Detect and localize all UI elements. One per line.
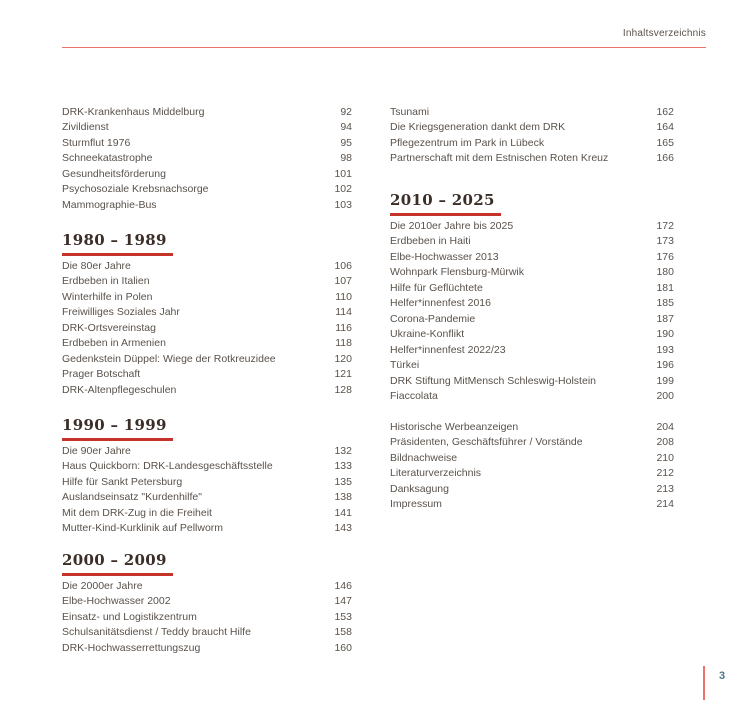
toc-entry-page: 92 (340, 106, 352, 118)
toc-section (62, 231, 352, 398)
toc-entry (390, 281, 674, 296)
section-heading: 2010 – 2025 (390, 191, 501, 216)
toc-entry (390, 296, 674, 311)
toc-entry-page: 128 (334, 383, 352, 396)
toc-list (390, 219, 674, 404)
toc-entry-page: 214 (656, 498, 674, 511)
toc-entry-page: 204 (656, 421, 674, 433)
toc-entry-label: DRK-Krankenhaus Middelburg (62, 106, 205, 118)
toc-section (390, 420, 674, 513)
toc-entry (62, 625, 352, 640)
toc-list (62, 444, 352, 537)
toc-entry-label: Mutter-Kind-Kurklinik auf Pellworm (62, 522, 224, 535)
toc-entry-label: Gedenkstein Düppel: Wiege der Rotkreuzidee (62, 352, 276, 365)
toc-entry-page: 101 (334, 167, 352, 180)
toc-entry-page: 190 (656, 328, 674, 341)
toc-entry-page: 199 (656, 374, 674, 387)
toc-entry (62, 136, 352, 151)
toc-entry-page: 98 (340, 152, 352, 165)
toc-entry-page: 160 (334, 641, 352, 654)
toc-entry-label: Elbe-Hochwasser 2002 (62, 595, 171, 608)
toc-entry-page: 138 (334, 491, 352, 504)
toc-entry (62, 383, 352, 398)
section-heading: 2000 – 2009 (62, 551, 173, 576)
toc-entry-page: 210 (656, 451, 674, 464)
toc-entry-label: Partnerschaft mit dem Estnischen Roten Kreuz (390, 152, 609, 165)
toc-entry (62, 367, 352, 382)
toc-entry (390, 374, 674, 389)
toc-entry-page: 165 (656, 136, 674, 149)
toc-entry-page: 153 (334, 610, 352, 623)
toc-list (390, 105, 674, 167)
toc-entry-label: Elbe-Hochwasser 2013 (390, 250, 499, 263)
toc-entry-label: Türkei (390, 359, 420, 372)
toc-entry (62, 579, 352, 594)
toc-entry-page: 94 (340, 121, 352, 134)
toc-entry-page: 118 (335, 337, 352, 350)
toc-entry (390, 451, 674, 466)
toc-entry (390, 105, 674, 120)
toc-entry (62, 182, 352, 197)
page-number: 3 (718, 670, 726, 682)
toc-entry (62, 105, 352, 120)
toc-entry-page: 141 (334, 506, 352, 519)
toc-entry (390, 136, 674, 151)
toc-entry (62, 321, 352, 336)
toc-entry-label: Präsidenten, Geschäftsführer / Vorstände (390, 436, 583, 449)
toc-entry-page: 176 (656, 250, 674, 263)
toc-entry-page: 185 (656, 297, 674, 310)
toc-entry (62, 198, 352, 213)
header-rule (62, 47, 706, 48)
toc-entry-label: Die Kriegsgeneration dankt dem DRK (390, 121, 566, 134)
toc-entry (62, 305, 352, 320)
toc-entry-page: 143 (334, 522, 352, 535)
toc-entry (62, 521, 352, 536)
toc-entry-label: Tsunami (390, 106, 430, 118)
toc-entry-page: 180 (656, 266, 674, 279)
toc-entry (390, 343, 674, 358)
toc-entry-page: 181 (656, 281, 674, 294)
toc-entry (62, 120, 352, 135)
toc-entry-label: Pflegezentrum im Park in Lübeck (390, 136, 545, 149)
toc-entry-page: 164 (656, 121, 674, 134)
toc-entry (390, 120, 674, 135)
toc-entry (62, 459, 352, 474)
section-heading: 1980 – 1989 (62, 231, 173, 256)
toc-entry-label: Die 90er Jahre (62, 445, 131, 457)
toc-entry (62, 594, 352, 609)
toc-entry (62, 490, 352, 505)
toc-entry-label: Sturmflut 1976 (62, 136, 131, 149)
toc-entry-page: 121 (334, 368, 352, 381)
toc-entry-page: 208 (656, 436, 674, 449)
toc-entry (390, 466, 674, 481)
toc-entry-label: Hilfe für Geflüchtete (390, 281, 483, 294)
toc-entry-page: 212 (656, 467, 674, 480)
toc-entry-label: Wohnpark Flensburg-Mürwik (390, 266, 525, 279)
toc-entry-page: 103 (334, 198, 352, 211)
toc-entry-page: 146 (334, 580, 352, 592)
toc-entry-label: Freiwilliges Soziales Jahr (62, 306, 180, 319)
toc-entry-label: Haus Quickborn: DRK-Landesgeschäftsstelle (62, 460, 273, 473)
toc-entry (62, 336, 352, 351)
toc-entry-page: 106 (334, 260, 352, 272)
toc-entry-page: 132 (334, 445, 352, 457)
toc-entry-label: Erdbeben in Haiti (390, 235, 471, 248)
toc-list (62, 579, 352, 656)
toc-entry-label: Literaturverzeichnis (390, 467, 482, 480)
toc-entry (390, 219, 674, 234)
toc-entry-label: Winterhilfe in Polen (62, 290, 153, 303)
toc-entry (62, 274, 352, 289)
toc-list (62, 259, 352, 398)
toc-entry-label: Auslandseinsatz "Kurdenhilfe" (62, 491, 202, 504)
toc-entry-page: 162 (656, 106, 674, 118)
toc-entry (62, 259, 352, 274)
toc-entry (390, 234, 674, 249)
toc-entry-label: Mammographie-Bus (62, 198, 157, 211)
toc-entry-label: DRK-Altenpflegeschulen (62, 383, 177, 396)
toc-section (390, 105, 674, 167)
toc-entry-label: Zivildienst (62, 121, 109, 134)
toc-entry-label: Psychosoziale Krebsnachsorge (62, 183, 209, 196)
toc-entry-label: Historische Werbeanzeigen (390, 421, 519, 433)
toc-entry (62, 475, 352, 490)
toc-entry (62, 290, 352, 305)
toc-entry (390, 250, 674, 265)
toc-entry-label: Mit dem DRK-Zug in die Freiheit (62, 506, 212, 519)
toc-entry (390, 435, 674, 450)
toc-entry-label: Erdbeben in Italien (62, 275, 150, 288)
toc-entry-page: 133 (334, 460, 352, 473)
toc-entry-page: 213 (656, 482, 674, 495)
toc-entry-label: Fiaccolata (390, 389, 438, 402)
toc-entry (62, 506, 352, 521)
toc-entry-label: Erdbeben in Armenien (62, 337, 166, 350)
toc-entry-label: Danksagung (390, 482, 449, 495)
footer-rule (703, 666, 705, 700)
toc-entry-page: 200 (656, 389, 674, 402)
toc-entry-label: Bildnachweise (390, 451, 458, 464)
toc-section (62, 551, 352, 656)
toc-entry-label: Schneekatastrophe (62, 152, 153, 165)
toc-entry-label: Prager Botschaft (62, 368, 141, 381)
toc-entry (62, 610, 352, 625)
toc-entry-label: DRK Stiftung MitMensch Schleswig-Holstein (390, 374, 596, 387)
toc-entry-label: Die 2010er Jahre bis 2025 (390, 220, 514, 232)
toc-entry-label: DRK-Hochwasserrettungszug (62, 641, 201, 654)
toc-entry-label: Hilfe für Sankt Petersburg (62, 475, 183, 488)
toc-entry-page: 135 (334, 475, 352, 488)
toc-entry-label: Ukraine-Konflikt (390, 328, 465, 341)
toc-entry-page: 147 (334, 595, 352, 608)
toc-entry-label: Einsatz- und Logistikzentrum (62, 610, 197, 623)
toc-entry-label: Impressum (390, 498, 442, 511)
toc-entry (62, 641, 352, 656)
toc-entry-page: 95 (340, 136, 352, 149)
toc-entry-label: Gesundheitsförderung (62, 167, 166, 180)
toc-section (390, 191, 674, 404)
toc-entry-page: 116 (335, 321, 352, 334)
toc-entry-page: 102 (334, 183, 352, 196)
toc-entry-label: Helfer*innenfest 2022/23 (390, 343, 506, 356)
toc-entry-page: 187 (656, 312, 674, 325)
toc-entry-page: 107 (334, 275, 352, 288)
toc-entry-label: DRK-Ortsvereinstag (62, 321, 156, 334)
toc-entry-page: 196 (656, 359, 674, 372)
toc-entry (390, 482, 674, 497)
toc-entry (390, 327, 674, 342)
toc-entry-page: 193 (656, 343, 674, 356)
toc-entry (390, 312, 674, 327)
toc-list (390, 420, 674, 513)
toc-entry-label: Helfer*innenfest 2016 (390, 297, 491, 310)
toc-entry (62, 352, 352, 367)
toc-entry (62, 444, 352, 459)
toc-entry-page: 166 (656, 152, 674, 165)
toc-entry (390, 389, 674, 404)
toc-entry-label: Schulsanitätsdienst / Teddy braucht Hilfe (62, 626, 251, 639)
toc-entry (390, 265, 674, 280)
toc-entry-page: 114 (335, 306, 352, 319)
toc-entry-label: Corona-Pandemie (390, 312, 476, 325)
toc-entry (390, 420, 674, 435)
running-head: Inhaltsverzeichnis (622, 28, 706, 39)
toc-list (62, 105, 352, 213)
toc-section (62, 416, 352, 537)
toc-entry-page: 120 (334, 352, 352, 365)
toc-section (62, 105, 352, 213)
toc-entry-page: 158 (334, 626, 352, 639)
toc-entry (390, 497, 674, 512)
section-heading: 1990 – 1999 (62, 416, 173, 441)
toc-entry-label: Die 80er Jahre (62, 260, 131, 272)
toc-entry (62, 167, 352, 182)
toc-entry-page: 173 (656, 235, 674, 248)
toc-entry-label: Die 2000er Jahre (62, 580, 143, 592)
toc-entry (390, 151, 674, 166)
toc-entry (62, 151, 352, 166)
toc-entry-page: 110 (335, 290, 352, 303)
toc-entry (390, 358, 674, 373)
toc-entry-page: 172 (656, 220, 674, 232)
